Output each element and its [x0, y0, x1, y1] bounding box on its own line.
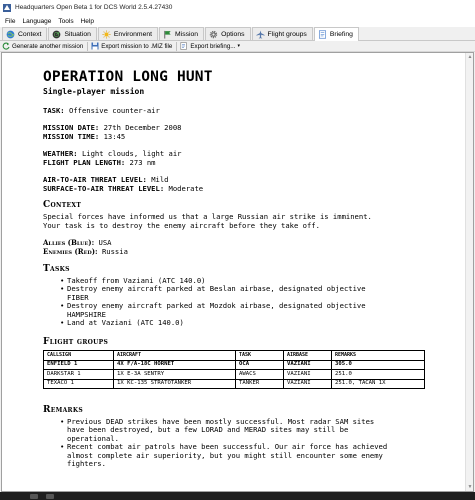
sam-threat-line: SURFACE-TO-AIR THREAT LEVEL: Moderate [43, 184, 204, 193]
table-row [44, 360, 425, 370]
generate-mission-button[interactable]: Generate another mission [2, 42, 87, 50]
context-text: Your task is to destroy the enemy aircraft before they take off. [43, 221, 320, 230]
taskbar-app-icon[interactable] [46, 494, 54, 499]
gear-icon [209, 30, 218, 39]
menu-bar [0, 15, 475, 27]
flight-groups-heading: Flight groups [43, 337, 109, 347]
table-cell: 1X E-3A SENTRY [114, 370, 236, 380]
refresh-icon [2, 42, 10, 50]
weather-line: WEATHER: Light clouds, light air [43, 149, 182, 158]
flag-icon [163, 30, 172, 39]
scroll-down-icon[interactable]: ▼ [467, 484, 473, 490]
tasks-heading: Tasks [43, 264, 70, 274]
tab-bar [0, 27, 475, 41]
tab-label: Briefing [329, 31, 353, 38]
tab-environment[interactable] [98, 27, 158, 40]
table-header-row [44, 351, 425, 361]
scroll-up-icon[interactable]: ▲ [467, 54, 473, 60]
table-cell: VAZIANI [284, 360, 332, 370]
tab-label: Flight groups [267, 30, 307, 38]
list-item: • Takeoff from Vaziani (ATC 140.0) [60, 277, 366, 285]
table-row [44, 370, 425, 380]
table-cell: 305.0 [332, 360, 425, 370]
table-cell: TANKER [236, 379, 284, 389]
flight-groups-table [43, 350, 425, 389]
table-cell: VAZIANI [284, 370, 332, 380]
window-title: Headquarters Open Beta 1 for DCS World 2.5.4.27430 [15, 4, 173, 11]
taskbar-app-icon[interactable] [30, 494, 38, 499]
toolbar-separator [176, 42, 177, 51]
column-header: AIRCRAFT [114, 351, 236, 361]
vertical-scrollbar[interactable] [465, 53, 473, 491]
table-cell: TEXACO 1 [44, 379, 114, 389]
menu-help[interactable]: Help [80, 17, 94, 25]
remarks-heading: Remarks [43, 405, 83, 415]
list-item: • Previous DEAD strikes have been mostly successful. Most radar SAM sites have been destroyed, but a few LORAD and MERAD sites may still be operational. [60, 418, 387, 443]
menu-language[interactable]: Language [22, 17, 52, 25]
list-item: • Destroy enemy aircraft parked at Beslan airbase, designated objective FIBER [60, 285, 366, 302]
tab-label: Context [18, 30, 42, 38]
context-heading: Context [43, 200, 82, 210]
table-cell: VAZIANI [284, 379, 332, 389]
table-cell: 4X F/A-18C HORNET [114, 360, 236, 370]
column-header: TASK [236, 351, 284, 361]
allies-line: Allies (Blue): USA [43, 238, 112, 247]
tab-flight-groups[interactable] [252, 27, 313, 40]
menu-tools[interactable]: Tools [58, 17, 74, 25]
tab-label: Situation [64, 30, 91, 38]
mission-time-line: MISSION TIME: 13:45 [43, 132, 126, 141]
list-item: • Destroy enemy aircraft parked at Mozdok airbase, designated objective HAMPSHIRE [60, 302, 366, 319]
tab-situation[interactable] [48, 27, 96, 40]
air-threat-line: AIR-TO-AIR THREAT LEVEL: Mild [43, 175, 169, 184]
table-cell: 1X KC-135 STRATOTANKER [114, 379, 236, 389]
sun-icon [102, 30, 111, 39]
briefing-view[interactable] [1, 52, 474, 492]
title-bar [0, 0, 475, 15]
flight-plan-line: FLIGHT PLAN LENGTH: 273 nm [43, 158, 156, 167]
table-cell: ENFIELD 1 [44, 360, 114, 370]
table-cell: 251.0, TACAN 1X [332, 379, 425, 389]
mission-date-line: MISSION DATE: 27th December 2008 [43, 123, 182, 132]
table-cell: AWACS [236, 370, 284, 380]
column-header: CALLSIGN [44, 351, 114, 361]
task-list [60, 277, 366, 327]
task-line: TASK: Offensive counter-air [43, 106, 160, 115]
context-text: Special forces have informed us that a large Russian air strike is imminent. [43, 212, 372, 221]
table-cell: DARKSTAR 1 [44, 370, 114, 380]
menu-file[interactable]: File [5, 17, 16, 25]
table-cell: OCA [236, 360, 284, 370]
tab-mission[interactable] [159, 27, 204, 40]
table-cell: 251.0 [332, 370, 425, 380]
list-item: • Recent combat air patrols have been successful. Our air force has achieved almost complete air superiority, but you might still encounter some enemy fighters. [60, 443, 387, 468]
export-miz-button[interactable]: Export mission to .MIZ file [91, 42, 176, 50]
operation-title: OPERATION LONG HUNT [43, 69, 213, 85]
tab-label: Options [221, 30, 245, 38]
mission-subtitle: Single-player mission [43, 87, 145, 96]
jet-icon [256, 30, 265, 39]
app-icon [3, 4, 11, 12]
tab-label: Mission [175, 30, 199, 38]
tab-options[interactable] [205, 27, 250, 40]
document-icon [318, 30, 327, 39]
list-item: • Land at Vaziani (ATC 140.0) [60, 319, 366, 327]
tab-label: Environment [113, 30, 153, 38]
table-row [44, 379, 425, 389]
toolbar [0, 41, 475, 52]
radar-icon [52, 30, 61, 39]
taskbar [0, 492, 475, 500]
remarks-list [60, 418, 387, 468]
column-header: AIRBASE [284, 351, 332, 361]
save-icon [91, 42, 99, 50]
toolbar-separator [87, 42, 88, 51]
enemies-line: Enemies (Red): Russia [43, 247, 128, 256]
chevron-down-icon: ▾ [237, 43, 240, 49]
tab-context[interactable] [2, 27, 47, 40]
tab-briefing[interactable] [314, 27, 359, 41]
export-document-icon [180, 42, 188, 50]
column-header: REMARKS [332, 351, 425, 361]
export-briefing-button[interactable]: Export briefing... ▾ [180, 42, 244, 50]
globe-icon [6, 30, 15, 39]
